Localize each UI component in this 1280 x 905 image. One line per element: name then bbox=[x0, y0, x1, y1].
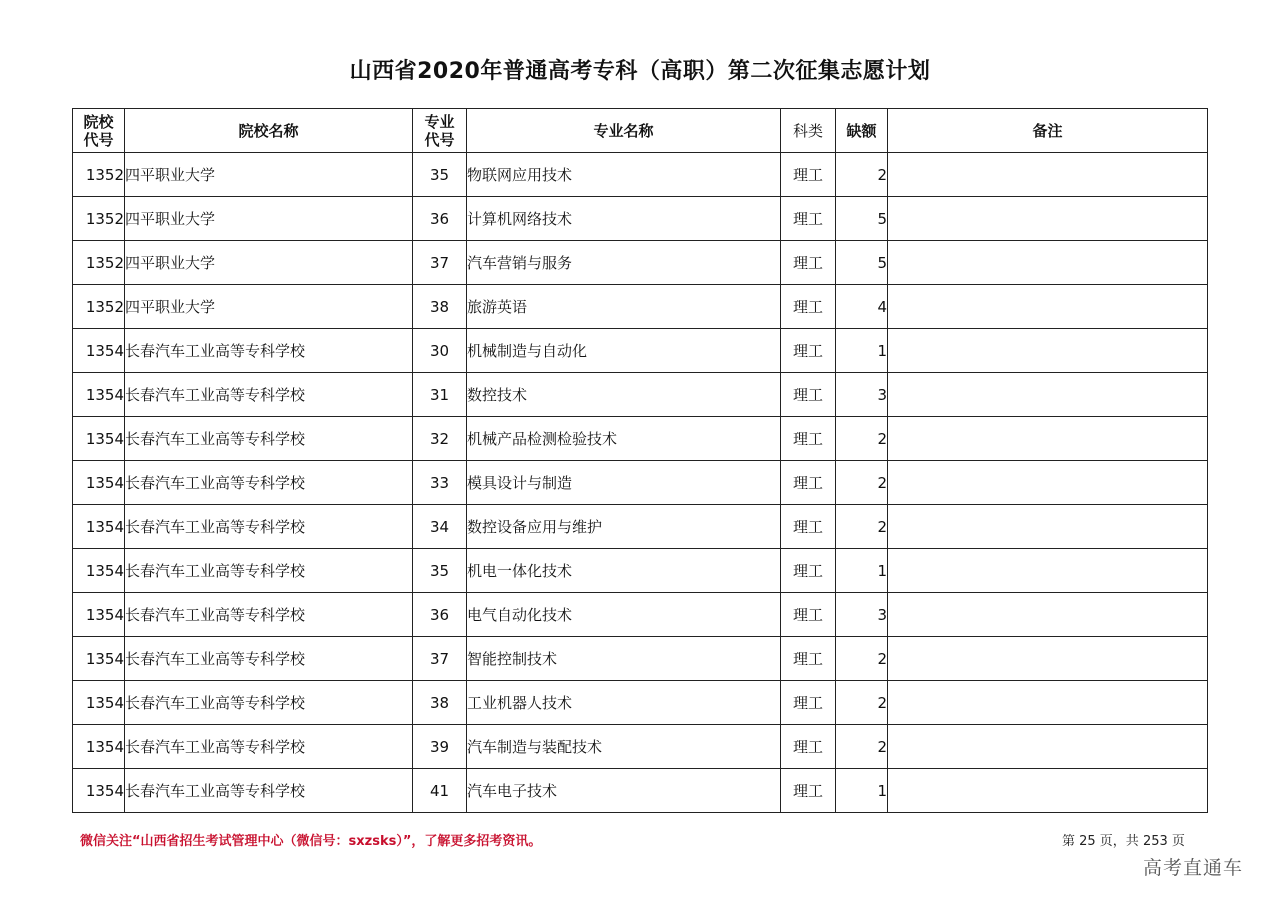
cell-school-name: 长春汽车工业高等专科学校 bbox=[125, 725, 413, 769]
header-category: 科类 bbox=[781, 109, 836, 153]
table-header-row bbox=[73, 109, 1208, 153]
cell-major-name: 工业机器人技术 bbox=[467, 681, 781, 725]
cell-school-code: 1352 bbox=[73, 197, 125, 241]
page-title: 山西省2020年普通高考专科（高职）第二次征集志愿计划 bbox=[349, 59, 931, 84]
cell-quota: 2 bbox=[836, 417, 888, 461]
cell-school-code: 1354 bbox=[73, 725, 125, 769]
cell-note bbox=[888, 725, 1208, 769]
cell-school-code: 1354 bbox=[73, 549, 125, 593]
table-row bbox=[73, 681, 1208, 725]
cell-major-code: 36 bbox=[413, 593, 467, 637]
cell-major-name: 汽车营销与服务 bbox=[467, 241, 781, 285]
cell-major-code: 34 bbox=[413, 505, 467, 549]
header-major-name: 专业名称 bbox=[467, 109, 781, 153]
cell-note bbox=[888, 285, 1208, 329]
cell-major-code: 32 bbox=[413, 417, 467, 461]
cell-major-code: 38 bbox=[413, 681, 467, 725]
cell-major-name: 计算机网络技术 bbox=[467, 197, 781, 241]
table-row bbox=[73, 197, 1208, 241]
cell-school-name: 长春汽车工业高等专科学校 bbox=[125, 329, 413, 373]
cell-school-name: 长春汽车工业高等专科学校 bbox=[125, 593, 413, 637]
header-school-code: 院校代号 bbox=[73, 109, 125, 153]
cell-quota: 2 bbox=[836, 461, 888, 505]
cell-quota: 1 bbox=[836, 329, 888, 373]
header-major-code: 专业代号 bbox=[413, 109, 467, 153]
cell-category: 理工 bbox=[781, 241, 836, 285]
cell-school-name: 长春汽车工业高等专科学校 bbox=[125, 461, 413, 505]
cell-quota: 5 bbox=[836, 241, 888, 285]
cell-category: 理工 bbox=[781, 285, 836, 329]
cell-school-code: 1354 bbox=[73, 461, 125, 505]
cell-note bbox=[888, 153, 1208, 197]
cell-category: 理工 bbox=[781, 637, 836, 681]
table-row bbox=[73, 285, 1208, 329]
cell-school-name: 长春汽车工业高等专科学校 bbox=[125, 637, 413, 681]
cell-school-code: 1352 bbox=[73, 241, 125, 285]
table-row bbox=[73, 549, 1208, 593]
cell-school-name: 长春汽车工业高等专科学校 bbox=[125, 681, 413, 725]
cell-quota: 2 bbox=[836, 505, 888, 549]
cell-major-name: 数控设备应用与维护 bbox=[467, 505, 781, 549]
cell-major-code: 35 bbox=[413, 549, 467, 593]
cell-major-name: 机电一体化技术 bbox=[467, 549, 781, 593]
cell-note bbox=[888, 505, 1208, 549]
cell-category: 理工 bbox=[781, 417, 836, 461]
cell-category: 理工 bbox=[781, 549, 836, 593]
cell-major-code: 41 bbox=[413, 769, 467, 813]
cell-school-name: 四平职业大学 bbox=[125, 285, 413, 329]
cell-note bbox=[888, 417, 1208, 461]
table-row bbox=[73, 593, 1208, 637]
cell-major-code: 37 bbox=[413, 637, 467, 681]
cell-quota: 3 bbox=[836, 593, 888, 637]
page-number: 第 25 页，共 253 页 bbox=[1062, 834, 1185, 849]
cell-major-code: 35 bbox=[413, 153, 467, 197]
cell-school-name: 四平职业大学 bbox=[125, 153, 413, 197]
cell-note bbox=[888, 461, 1208, 505]
table-row bbox=[73, 241, 1208, 285]
cell-school-name: 长春汽车工业高等专科学校 bbox=[125, 549, 413, 593]
cell-major-name: 模具设计与制造 bbox=[467, 461, 781, 505]
cell-major-name: 汽车制造与装配技术 bbox=[467, 725, 781, 769]
cell-major-name: 物联网应用技术 bbox=[467, 153, 781, 197]
cell-school-name: 四平职业大学 bbox=[125, 197, 413, 241]
watermark-text: 高考直通车 bbox=[1143, 857, 1244, 879]
cell-school-code: 1352 bbox=[73, 153, 125, 197]
cell-major-code: 33 bbox=[413, 461, 467, 505]
cell-major-name: 机械制造与自动化 bbox=[467, 329, 781, 373]
cell-quota: 1 bbox=[836, 549, 888, 593]
cell-category: 理工 bbox=[781, 593, 836, 637]
cell-major-name: 旅游英语 bbox=[467, 285, 781, 329]
cell-school-code: 1354 bbox=[73, 593, 125, 637]
cell-note bbox=[888, 241, 1208, 285]
cell-category: 理工 bbox=[781, 681, 836, 725]
cell-quota: 3 bbox=[836, 373, 888, 417]
plan-table bbox=[72, 108, 1208, 813]
cell-quota: 2 bbox=[836, 681, 888, 725]
cell-note bbox=[888, 549, 1208, 593]
cell-major-name: 电气自动化技术 bbox=[467, 593, 781, 637]
cell-quota: 2 bbox=[836, 725, 888, 769]
header-note: 备注 bbox=[888, 109, 1208, 153]
cell-major-name: 数控技术 bbox=[467, 373, 781, 417]
cell-category: 理工 bbox=[781, 769, 836, 813]
cell-school-code: 1354 bbox=[73, 769, 125, 813]
cell-category: 理工 bbox=[781, 461, 836, 505]
cell-quota: 5 bbox=[836, 197, 888, 241]
cell-major-name: 机械产品检测检验技术 bbox=[467, 417, 781, 461]
cell-school-code: 1354 bbox=[73, 505, 125, 549]
cell-school-code: 1354 bbox=[73, 373, 125, 417]
cell-school-code: 1354 bbox=[73, 637, 125, 681]
cell-major-code: 39 bbox=[413, 725, 467, 769]
cell-note bbox=[888, 637, 1208, 681]
cell-quota: 1 bbox=[836, 769, 888, 813]
cell-major-code: 30 bbox=[413, 329, 467, 373]
footer-wechat-note: 微信关注“山西省招生考试管理中心（微信号：sxzsks）”，了解更多招考资讯。 bbox=[80, 834, 542, 849]
table-row bbox=[73, 725, 1208, 769]
cell-school-name: 长春汽车工业高等专科学校 bbox=[125, 417, 413, 461]
cell-quota: 2 bbox=[836, 637, 888, 681]
cell-note bbox=[888, 593, 1208, 637]
cell-quota: 2 bbox=[836, 153, 888, 197]
cell-school-code: 1354 bbox=[73, 681, 125, 725]
cell-category: 理工 bbox=[781, 197, 836, 241]
cell-category: 理工 bbox=[781, 329, 836, 373]
cell-quota: 4 bbox=[836, 285, 888, 329]
cell-school-name: 长春汽车工业高等专科学校 bbox=[125, 505, 413, 549]
table-row bbox=[73, 153, 1208, 197]
cell-note bbox=[888, 197, 1208, 241]
header-school-name: 院校名称 bbox=[125, 109, 413, 153]
cell-school-name: 长春汽车工业高等专科学校 bbox=[125, 769, 413, 813]
cell-note bbox=[888, 329, 1208, 373]
cell-major-name: 智能控制技术 bbox=[467, 637, 781, 681]
table-row bbox=[73, 461, 1208, 505]
cell-note bbox=[888, 373, 1208, 417]
cell-note bbox=[888, 681, 1208, 725]
cell-category: 理工 bbox=[781, 153, 836, 197]
cell-school-code: 1354 bbox=[73, 329, 125, 373]
cell-school-code: 1352 bbox=[73, 285, 125, 329]
cell-school-code: 1354 bbox=[73, 417, 125, 461]
table-row bbox=[73, 769, 1208, 813]
cell-school-name: 四平职业大学 bbox=[125, 241, 413, 285]
header-quota: 缺额 bbox=[836, 109, 888, 153]
cell-note bbox=[888, 769, 1208, 813]
cell-major-code: 38 bbox=[413, 285, 467, 329]
cell-category: 理工 bbox=[781, 505, 836, 549]
cell-major-code: 36 bbox=[413, 197, 467, 241]
table-row bbox=[73, 505, 1208, 549]
cell-category: 理工 bbox=[781, 725, 836, 769]
table-row bbox=[73, 329, 1208, 373]
cell-major-code: 31 bbox=[413, 373, 467, 417]
cell-major-name: 汽车电子技术 bbox=[467, 769, 781, 813]
cell-school-name: 长春汽车工业高等专科学校 bbox=[125, 373, 413, 417]
table-row bbox=[73, 637, 1208, 681]
cell-major-code: 37 bbox=[413, 241, 467, 285]
cell-category: 理工 bbox=[781, 373, 836, 417]
table-row bbox=[73, 373, 1208, 417]
table-row bbox=[73, 417, 1208, 461]
